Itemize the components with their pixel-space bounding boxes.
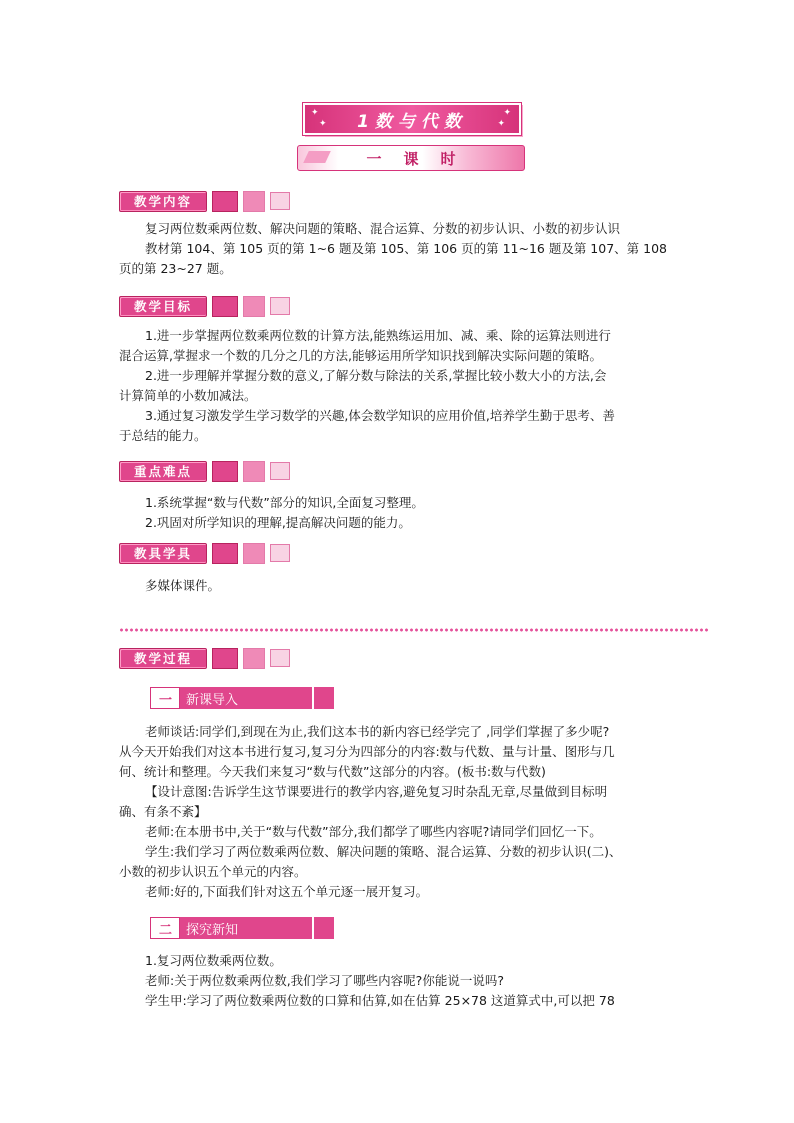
text-line: 何、统计和整理。今天我们来复习“数与代数”这部分的内容。(板书:数与代数) xyxy=(119,764,546,779)
section-label: 教学内容 xyxy=(119,191,207,212)
header-square xyxy=(243,461,265,482)
goals-text xyxy=(119,326,679,446)
header-square xyxy=(212,648,238,669)
section-header-content xyxy=(119,191,290,211)
text-line: 多媒体课件。 xyxy=(145,578,221,593)
text-line: 混合运算,掌握求一个数的几分之几的方法,能够运用所学知识找到解决实际问题的策略。 xyxy=(119,348,602,363)
star-icon: ✦ xyxy=(319,119,327,129)
text-line: 2.进一步理解并掌握分数的意义,了解分数与除法的关系,掌握比较小数大小的方法,会 xyxy=(145,368,607,383)
subsection-bar-explore xyxy=(150,917,334,939)
section-header-goals xyxy=(119,296,290,316)
header-square xyxy=(212,543,238,564)
header-square xyxy=(270,192,290,210)
header-square xyxy=(270,462,290,480)
explore-text xyxy=(119,951,679,1011)
star-icon: ✦ xyxy=(311,108,319,118)
text-line: 【设计意图:告诉学生这节课要进行的教学内容,避免复习时杂乱无章,尽量做到目标明 xyxy=(145,784,608,799)
star-icon: ✦ xyxy=(497,119,505,129)
header-square xyxy=(270,297,290,315)
content-text xyxy=(119,219,679,279)
intro-text xyxy=(119,722,679,902)
text-line: 学生:我们学习了两位数乘两位数、解决问题的策略、混合运算、分数的初步认识(二)、 xyxy=(145,844,622,859)
text-line: 老师:好的,下面我们针对这五个单元逐一展开复习。 xyxy=(145,884,429,899)
header-square xyxy=(243,543,265,564)
text-line: 从今天开始我们对这本书进行复习,复习分为四部分的内容:数与代数、量与计量、图形与几 xyxy=(119,744,615,759)
text-line: 教材第 104、第 105 页的第 1~6 题及第 105、第 106 页的第 11~16 题及第 107、第 108 xyxy=(145,241,667,256)
chapter-title: 1数与代数 xyxy=(357,111,467,132)
section-label: 教具学具 xyxy=(119,543,207,564)
section-header-keypoints xyxy=(119,461,290,481)
header-square xyxy=(212,191,238,212)
text-line: 3.通过复习激发学生学习数学的兴趣,体会数学知识的应用价值,培养学生勤于思考、善 xyxy=(145,408,615,423)
section-label: 教学过程 xyxy=(119,648,207,669)
section-label: 重点难点 xyxy=(119,461,207,482)
text-line: 复习两位数乘两位数、解决问题的策略、混合运算、分数的初步认识、小数的初步认识 xyxy=(145,221,621,236)
text-line: 计算简单的小数加减法。 xyxy=(119,388,257,403)
text-line: 确、有条不紊】 xyxy=(119,804,207,819)
text-line: 1.进一步掌握两位数乘两位数的计算方法,能熟练运用加、减、乘、除的运算法则进行 xyxy=(145,328,611,343)
text-line: 老师:关于两位数乘两位数,我们学习了哪些内容呢?你能说一说吗? xyxy=(145,973,504,988)
text-line: 1.系统掌握“数与代数”部分的知识,全面复习整理。 xyxy=(145,495,424,510)
header-square xyxy=(243,648,265,669)
header-square xyxy=(243,296,265,317)
chapter-title-banner xyxy=(303,103,521,135)
header-square xyxy=(212,296,238,317)
text-line: 页的第 23~27 题。 xyxy=(119,261,232,276)
text-line: 老师:在本册书中,关于“数与代数”部分,我们都学了哪些内容呢?请同学们回忆一下。 xyxy=(145,824,602,839)
dotted-divider xyxy=(119,627,709,633)
text-line: 于总结的能力。 xyxy=(119,428,207,443)
text-line: 老师谈话:同学们,到现在为止,我们这本书的新内容已经学完了 ,同学们掌握了多少呢? xyxy=(145,724,610,739)
subsection-bar-intro xyxy=(150,687,334,709)
text-line: 2.巩固对所学知识的理解,提高解决问题的能力。 xyxy=(145,515,411,530)
star-icon: ✦ xyxy=(503,108,511,118)
subsection-label: 新课导入 xyxy=(180,687,334,709)
subsection-number: 二 xyxy=(150,917,180,939)
text-line: 学生甲:学习了两位数乘两位数的口算和估算,如在估算 25×78 这道算式中,可以把 78 xyxy=(145,993,615,1008)
lesson-subtitle: 一课时 xyxy=(366,149,478,168)
banner-decoration xyxy=(303,151,331,163)
text-line: 1.复习两位数乘两位数。 xyxy=(145,953,282,968)
text-line: 小数的初步认识五个单元的内容。 xyxy=(119,864,307,879)
subsection-number: 一 xyxy=(150,687,180,709)
header-square xyxy=(270,649,290,667)
tools-text xyxy=(119,576,679,596)
header-square xyxy=(270,544,290,562)
section-header-process xyxy=(119,648,290,668)
lesson-subtitle-banner xyxy=(297,145,525,171)
section-header-tools xyxy=(119,543,290,563)
subsection-label: 探究新知 xyxy=(180,917,334,939)
header-square xyxy=(243,191,265,212)
keypoints-text xyxy=(119,493,679,533)
header-square xyxy=(212,461,238,482)
section-label: 教学目标 xyxy=(119,296,207,317)
